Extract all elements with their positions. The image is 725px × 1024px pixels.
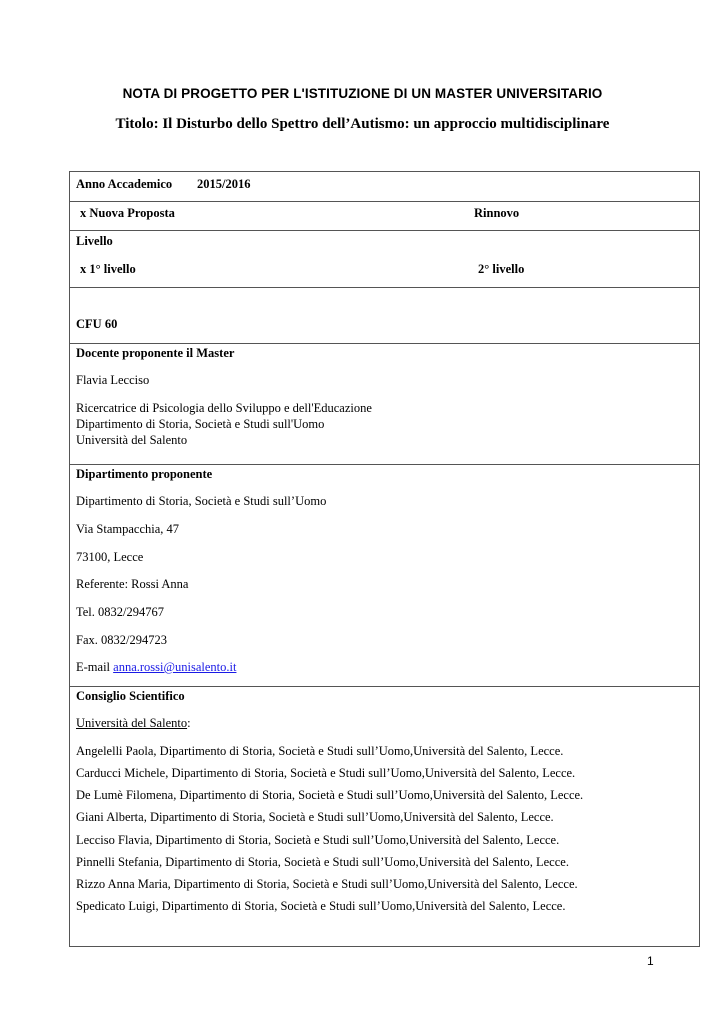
level-second-option: 2° livello [478, 262, 525, 276]
project-form-table [69, 171, 700, 947]
academic-year-row [70, 172, 699, 201]
council-member: Giani Alberta, Dipartimento di Storia, Società e Studi sull’Uomo,Università del Salento, Lecce. [76, 810, 554, 824]
proposer-label: Docente proponente il Master [76, 346, 235, 360]
council-university: Università del Salento [76, 716, 188, 730]
council-university-suffix: : [187, 716, 191, 730]
proposer-university: Università del Salento [76, 433, 188, 447]
department-referent: Referente: Rossi Anna [76, 577, 189, 591]
department-name: Dipartimento di Storia, Società e Studi sull’Uomo [76, 494, 327, 508]
academic-year-value: 2015/2016 [197, 177, 251, 191]
email-label: E-mail [76, 660, 114, 674]
council-member: Pinnelli Stefania, Dipartimento di Storia, Società e Studi sull’Uomo,Università del Salento, Lecce. [76, 855, 569, 869]
proposer-role: Ricercatrice di Psicologia dello Sviluppo e dell'Educazione [76, 401, 372, 415]
proposal-type-row [70, 201, 699, 230]
new-proposal-option: x Nuova Proposta [80, 206, 175, 220]
department-label: Dipartimento proponente [76, 467, 213, 481]
department-address: Via Stampacchia, 47 [76, 522, 180, 536]
level-label: Livello [76, 234, 113, 248]
council-member: Angelelli Paola, Dipartimento di Storia, Società e Studi sull’Uomo,Università del Salento, Lecce. [76, 744, 564, 758]
academic-year-label: Anno Accademico [76, 177, 173, 191]
council-member: Lecciso Flavia, Dipartimento di Storia, Società e Studi sull’Uomo,Università del Salento, Lecce. [76, 833, 560, 847]
council-member: Carducci Michele, Dipartimento di Storia, Società e Studi sull’Uomo,Università del Salento, Lecce. [76, 766, 576, 780]
email-link[interactable]: anna.rossi@unisalento.it [113, 660, 237, 674]
department-tel: Tel. 0832/294767 [76, 605, 165, 619]
department-row [70, 464, 699, 686]
cfu-row [70, 287, 699, 343]
department-fax: Fax. 0832/294723 [76, 633, 167, 647]
council-label: Consiglio Scientifico [76, 689, 185, 703]
council-member: Spedicato Luigi, Dipartimento di Storia, Società e Studi sull’Uomo,Università del Salento, Lecce. [76, 899, 566, 913]
proposer-row [70, 343, 699, 464]
document-subtitle: Titolo: Il Disturbo dello Spettro dell’Autismo: un approccio multidisciplinare [115, 116, 610, 132]
council-university-line [76, 716, 191, 731]
document-title: NOTA DI PROGETTO PER L'ISTITUZIONE DI UN MASTER UNIVERSITARIO [122, 86, 603, 101]
scientific-council-row [70, 686, 699, 946]
level-row [70, 230, 699, 287]
renewal-option: Rinnovo [474, 206, 520, 220]
proposer-name: Flavia Lecciso [76, 373, 150, 387]
council-member: De Lumè Filomena, Dipartimento di Storia, Società e Studi sull’Uomo,Università del Salento, Lecce. [76, 788, 584, 802]
department-city: 73100, Lecce [76, 550, 144, 564]
cfu-value: CFU 60 [76, 317, 118, 331]
proposer-department: Dipartimento di Storia, Società e Studi sull'Uomo [76, 417, 325, 431]
department-email-line [76, 660, 236, 675]
level-first-option: x 1° livello [80, 262, 136, 276]
page-number: 1 [647, 954, 654, 968]
council-member: Rizzo Anna Maria, Dipartimento di Storia, Società e Studi sull’Uomo,Università del Salento, Lecce. [76, 877, 578, 891]
